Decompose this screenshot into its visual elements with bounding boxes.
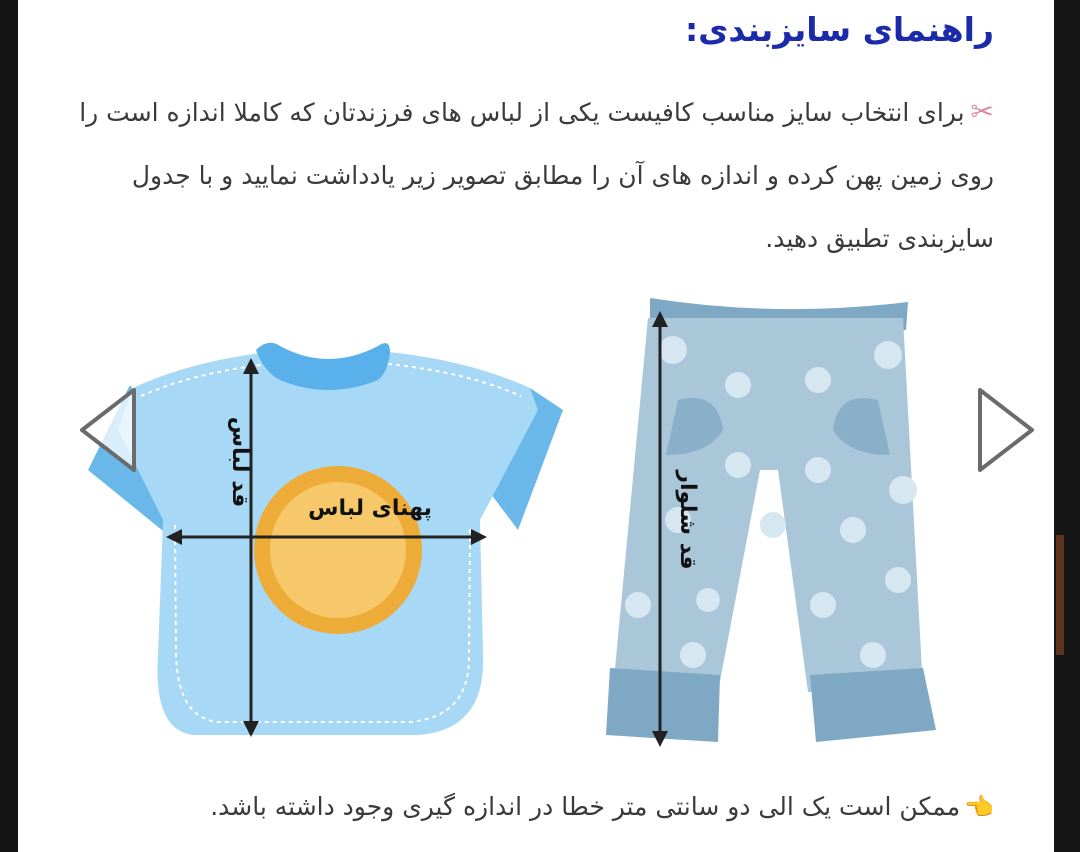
carousel-prev-button[interactable] xyxy=(76,380,146,480)
background-accent xyxy=(1056,535,1064,655)
shirt-width-label: پهنای لباس xyxy=(308,496,432,521)
content-card xyxy=(18,0,1054,852)
pointing-hand-icon: 👈 xyxy=(964,793,994,821)
sizing-illustration xyxy=(18,0,1054,852)
page-title: راهنمای سایزبندی: xyxy=(684,10,994,49)
pants-length-label: قد شلوار xyxy=(675,470,700,570)
shirt-illustration xyxy=(88,343,563,737)
pants-illustration xyxy=(606,298,936,747)
measurement-note xyxy=(44,792,994,821)
sun-graphic xyxy=(254,466,422,634)
intro-text: برای انتخاب سایز مناسب کافیست یکی از لباس های فرزندتان که کاملا اندازه است را روی زمین پهن کرده و اندازه های آن را مطابق تصویر زیر یادداشت نمایید و با جدول سایزبندی تطبیق دهید. xyxy=(79,98,994,253)
background-strip xyxy=(1054,0,1080,852)
triangle-left-icon xyxy=(76,380,146,480)
note-text: ممکن است یک الی دو سانتی متر خطا در اندازه گیری وجود داشته باشد. xyxy=(210,792,961,821)
scissors-icon: ✂ xyxy=(970,95,994,128)
triangle-right-icon xyxy=(968,380,1038,480)
carousel-next-button[interactable] xyxy=(968,380,1038,480)
shirt-height-label: قد لباس xyxy=(227,416,252,508)
